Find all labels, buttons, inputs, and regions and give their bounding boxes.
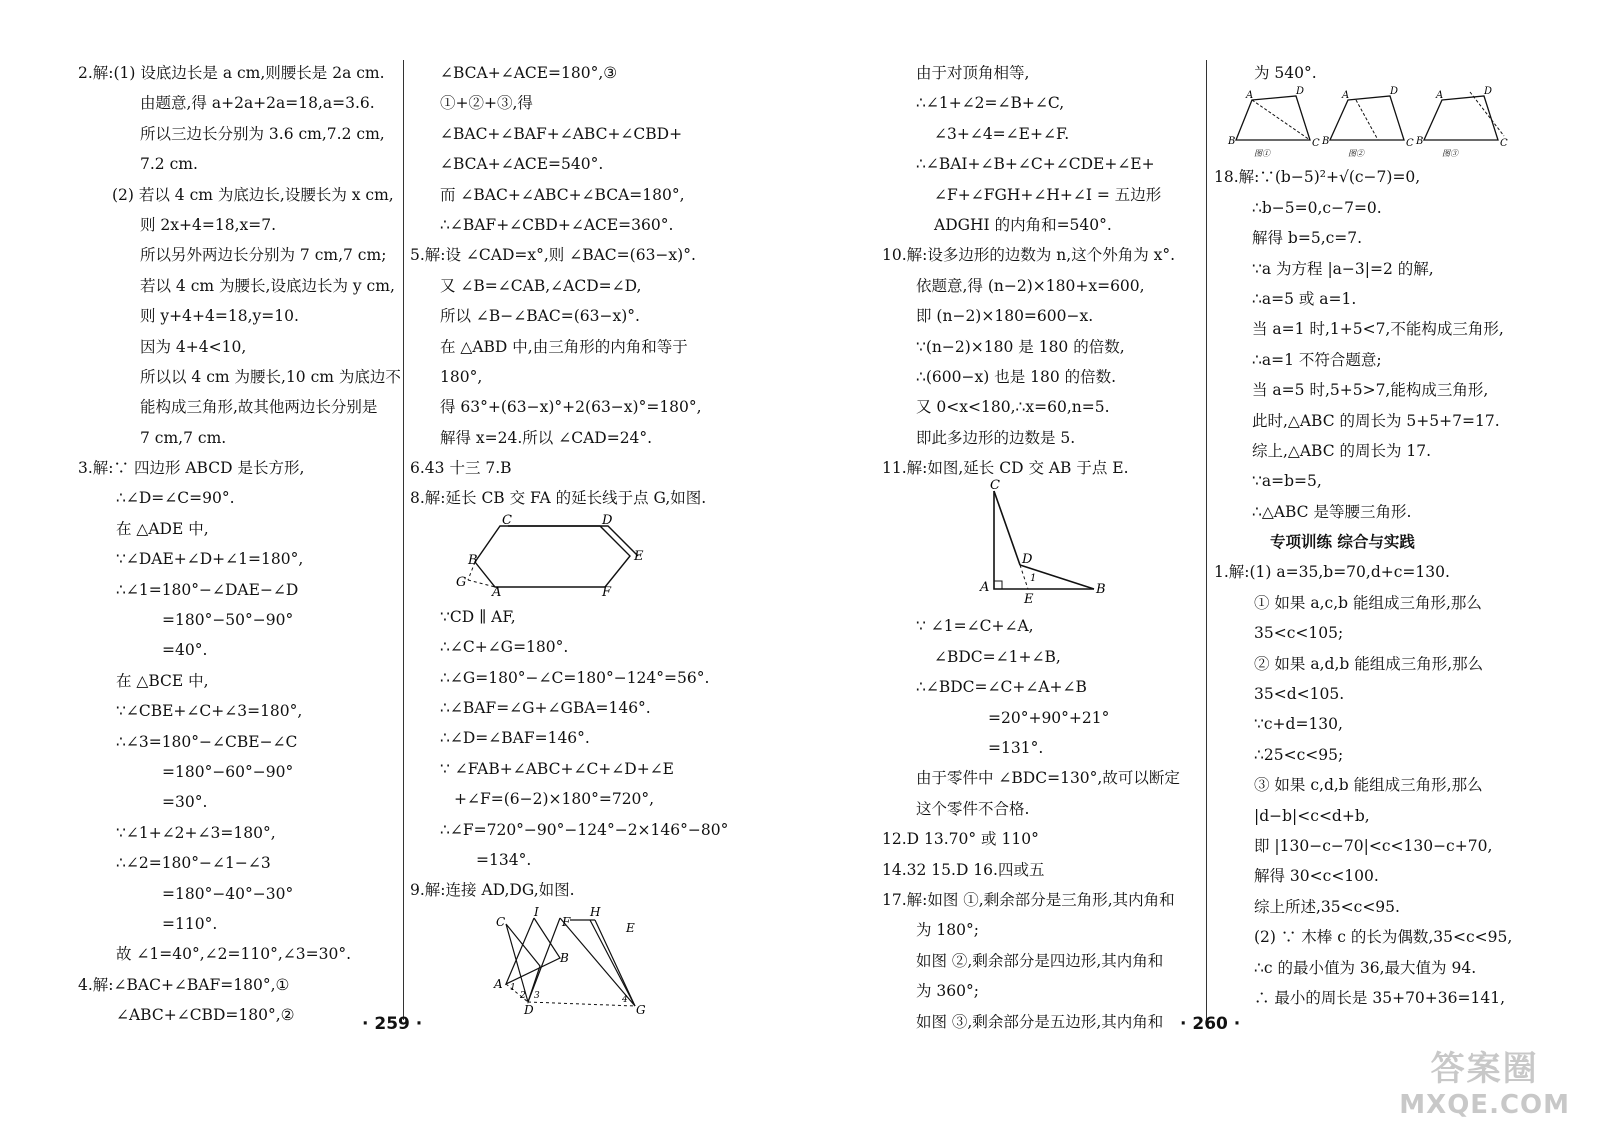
- text-line: ③ 如果 c,d,b 能组成三角形,那么: [1254, 776, 1483, 795]
- text-line: 综上,△ABC 的周长为 17.: [1252, 441, 1432, 460]
- text-line: ∵∠DAE+∠D+∠1=180°,: [116, 550, 304, 569]
- text-line: ∠F+∠FGH+∠H+∠I = 五边形: [934, 185, 1162, 204]
- text-line: 如图 ③,剩余部分是五边形,其内角和: [916, 1012, 1164, 1031]
- text-line: 又 0<x<180,∴x=60,n=5.: [916, 398, 1110, 417]
- column-3: [882, 58, 1207, 1037]
- text-line: 35<c<105;: [1254, 624, 1344, 643]
- page-number-left: · 259 ·: [362, 1014, 423, 1034]
- figure-9-pentagon: [410, 904, 646, 1017]
- fig17-1-label-a: A: [1246, 90, 1254, 102]
- text-line: 即此多边形的边数是 5.: [916, 428, 1076, 447]
- text-line: 由于零件中 ∠BDC=130°,故可以断定: [916, 769, 1180, 788]
- text-line: =110°.: [162, 914, 218, 933]
- fig17-3-label-d: D: [1484, 86, 1493, 98]
- text-line: 2.解:(1) 设底边长是 a cm,则腰长是 2a cm.: [78, 64, 385, 82]
- text-line: ∵a=b=5,: [1252, 472, 1322, 491]
- fig8-label-d: D: [602, 512, 613, 528]
- text-line: ∴∠3=180°−∠CBE−∠C: [116, 732, 298, 751]
- text-line: 6.43 十三 7.B: [410, 459, 512, 478]
- fig11-label-e: E: [1024, 592, 1034, 608]
- fig17-1-label-d: D: [1296, 86, 1305, 98]
- text-line: ② 如果 a,d,b 能组成三角形,那么: [1254, 654, 1484, 673]
- text-line: 解得 b=5,c=7.: [1252, 229, 1363, 248]
- text-line: ADGHI 的内角和=540°.: [934, 215, 1112, 234]
- text-line: ∴∠2=180°−∠1−∠3: [116, 854, 271, 873]
- text-line: +∠F=(6−2)×180°=720°,: [454, 790, 655, 809]
- text-line: ∴∠1+∠2=∠B+∠C,: [916, 94, 1065, 113]
- text-line: 综上所述,35<c<95.: [1254, 897, 1400, 916]
- text-line: ∴(600−x) 也是 180 的倍数.: [916, 367, 1117, 386]
- figure-17: [1214, 88, 1554, 162]
- column-4: [1214, 58, 1554, 1013]
- text-line: ∴∠D=∠C=90°.: [116, 489, 235, 508]
- fig8-label-g: G: [456, 574, 467, 590]
- column-divider-left: [403, 60, 404, 1020]
- text-line: 此时,△ABC 的周长为 5+5+7=17.: [1252, 411, 1500, 430]
- figure-11: [882, 478, 1207, 611]
- text-line: =180°−40°−30°: [162, 884, 294, 903]
- fig9-angle-3: 3: [534, 990, 540, 1001]
- fig9-label-g: G: [636, 1002, 646, 1017]
- text-line: 8.解:延长 CB 交 FA 的延长线于点 G,如图.: [410, 489, 707, 508]
- fig17-3-label-a: A: [1436, 90, 1444, 102]
- text-line: =180°−60°−90°: [162, 762, 294, 781]
- text-line: ① 如果 a,c,b 能组成三角形,那么: [1254, 593, 1482, 612]
- text-line: 为 540°.: [1254, 64, 1317, 82]
- fig9-angle-2: 2: [520, 990, 526, 1001]
- fig8-label-f: F: [602, 584, 612, 600]
- text-line: =131°.: [988, 739, 1044, 758]
- fig17-2-label-d: D: [1390, 86, 1399, 98]
- fig17-caption-3: 图③: [1442, 149, 1458, 159]
- fig8-label-c: C: [502, 512, 512, 528]
- fig9-angle-1: 1: [510, 982, 516, 993]
- fig9-label-h: H: [590, 904, 601, 919]
- text-line: ∵∠1+∠2+∠3=180°,: [116, 823, 276, 842]
- text-line: 3.解:∵ 四边形 ABCD 是长方形,: [78, 459, 305, 478]
- text-line: 为 360°;: [916, 982, 979, 1001]
- text-line: 9.解:连接 AD,DG,如图.: [410, 881, 575, 900]
- text-line: 当 a=5 时,5+5>7,能构成三角形,: [1252, 381, 1489, 400]
- fig17-caption-1: 图①: [1254, 149, 1270, 159]
- text-line: ∵∠CBE+∠C+∠3=180°,: [116, 702, 303, 721]
- text-line: 解得 x=24.所以 ∠CAD=24°.: [440, 428, 653, 447]
- text-line: 所以 ∠B−∠BAC=(63−x)°.: [440, 307, 640, 326]
- text-line: 这个零件不合格.: [916, 799, 1030, 818]
- text-line: ∴∠BAF=∠G+∠GBA=146°.: [440, 699, 651, 718]
- figure-11-triangle: [882, 478, 1106, 608]
- text-line: 在 △BCE 中,: [116, 671, 209, 690]
- text-line: (2) ∵ 木棒 c 的长为偶数,35<c<95,: [1254, 928, 1513, 947]
- figure-8: [410, 514, 740, 602]
- text-line: 而 ∠BAC+∠ABC+∠BCA=180°,: [440, 185, 685, 204]
- fig9-label-e: E: [626, 920, 635, 935]
- fig11-label-a: A: [980, 580, 990, 596]
- text-line: 10.解:设多边形的边数为 n,这个外角为 x°.: [882, 246, 1176, 265]
- fig17-1-label-b: B: [1228, 136, 1236, 148]
- fig8-label-e: E: [634, 548, 644, 564]
- fig9-label-b: B: [560, 950, 569, 965]
- text-line: 如图 ②,剩余部分是四边形,其内角和: [916, 951, 1164, 970]
- text-line: ∴ 最小的周长是 35+70+36=141,: [1254, 988, 1505, 1007]
- fig9-angle-4: 4: [622, 994, 628, 1005]
- text-line: 11.解:如图,延长 CD 交 AB 于点 E.: [882, 459, 1129, 478]
- text-line: 即 (n−2)×180=600−x.: [916, 307, 1094, 326]
- text-line: 12.D 13.70° 或 110°: [882, 830, 1039, 849]
- watermark: [1399, 1041, 1570, 1120]
- text-line: ∴∠1=180°−∠DAE−∠D: [116, 580, 299, 599]
- text-line: 当 a=1 时,1+5<7,不能构成三角形,: [1252, 320, 1504, 339]
- page-number-right: · 260 ·: [1180, 1014, 1241, 1034]
- text-line: ∠3+∠4=∠E+∠F.: [934, 124, 1070, 143]
- fig11-label-c: C: [990, 478, 1000, 494]
- text-line: =20°+90°+21°: [988, 708, 1110, 727]
- text-line: ∵c+d=130,: [1254, 715, 1343, 734]
- text-line: 则 y+4+4=18,y=10.: [140, 307, 299, 326]
- fig17-3-label-b: B: [1416, 136, 1424, 148]
- column-divider-right: [1206, 60, 1207, 1020]
- text-line: ∴∠F=720°−90°−124°−2×146°−80°: [440, 820, 729, 839]
- fig9-label-d: D: [524, 1002, 534, 1017]
- text-line: ∴a=5 或 a=1.: [1252, 289, 1357, 308]
- fig17-caption-2: 图②: [1348, 149, 1364, 159]
- text-line: ∴a=1 不符合题意;: [1252, 350, 1382, 369]
- text-line: 所以三边长分别为 3.6 cm,7.2 cm,: [140, 124, 385, 143]
- text-line: ∴c 的最小值为 36,最大值为 94.: [1254, 958, 1477, 977]
- text-line: 解得 30<c<100.: [1254, 867, 1379, 886]
- text-line: 14.32 15.D 16.四或五: [882, 860, 1045, 879]
- text-line: 又 ∠B=∠CAB,∠ACD=∠D,: [440, 276, 642, 295]
- figure-17-trapezoids: [1214, 88, 1544, 158]
- text-line: 7.2 cm.: [140, 155, 198, 174]
- figure-9: [410, 906, 740, 1020]
- text-line: 在 △ADE 中,: [116, 519, 209, 538]
- text-line: ∴△ABC 是等腰三角形.: [1252, 502, 1412, 521]
- text-line: 35<d<105.: [1254, 685, 1345, 704]
- text-line: 因为 4+4<10,: [140, 337, 247, 356]
- fig17-2-label-a: A: [1342, 90, 1350, 102]
- fig17-2-label-c: C: [1406, 138, 1414, 150]
- text-line: 1.解:(1) a=35,b=70,d+c=130.: [1214, 563, 1450, 582]
- text-line: 17.解:如图 ①,剩余部分是三角形,其内角和: [882, 890, 1175, 909]
- text-line: 所以另外两边长分别为 7 cm,7 cm;: [140, 246, 387, 265]
- text-line: 所以以 4 cm 为腰长,10 cm 为底边不: [140, 367, 401, 386]
- text-line: =40°.: [162, 641, 208, 660]
- text-line: ∵(n−2)×180 是 180 的倍数,: [916, 337, 1125, 356]
- text-line: =180°−50°−90°: [162, 611, 294, 630]
- text-line: ∴∠BDC=∠C+∠A+∠B: [916, 678, 1087, 697]
- text-line: 即 |130−c−70|<c<130−c+70,: [1254, 836, 1493, 855]
- text-line: ∴∠BAF+∠CBD+∠ACE=360°.: [440, 215, 674, 234]
- text-line: |d−b|<c<d+b,: [1254, 806, 1370, 825]
- column-2: [410, 58, 740, 1020]
- text-line: 7 cm,7 cm.: [140, 428, 227, 447]
- fig8-label-b: B: [468, 552, 478, 568]
- section-heading: 专项训练 综合与实践: [1270, 533, 1415, 552]
- fig11-label-b: B: [1096, 582, 1106, 598]
- text-line: 5.解:设 ∠CAD=x°,则 ∠BAC=(63−x)°.: [410, 246, 696, 265]
- text-line: ∴∠G=180°−∠C=180°−124°=56°.: [440, 668, 710, 687]
- fig9-label-a: A: [494, 976, 503, 991]
- text-line: ∵a 为方程 |a−3|=2 的解,: [1252, 259, 1434, 278]
- text-line: 则 2x+4=18,x=7.: [140, 215, 277, 234]
- text-line: 4.解:∠BAC+∠BAF=180°,①: [78, 975, 290, 994]
- text-line: ∠BCA+∠ACE=540°.: [440, 155, 604, 174]
- text-line: ∠BDC=∠1+∠B,: [934, 647, 1061, 666]
- fig17-3-label-c: C: [1500, 138, 1508, 150]
- text-line: ∴b−5=0,c−7=0.: [1252, 198, 1382, 217]
- text-line: =134°.: [476, 850, 532, 869]
- text-line: 依题意,得 (n−2)×180+x=600,: [916, 276, 1145, 295]
- text-line: ∴∠BAI+∠B+∠C+∠CDE+∠E+: [916, 155, 1155, 174]
- fig17-2-label-b: B: [1322, 136, 1330, 148]
- text-line: ∴∠C+∠G=180°.: [440, 638, 569, 657]
- text-line: ∠BAC+∠BAF+∠ABC+∠CBD+: [440, 124, 683, 143]
- text-line: 18.解:∵(b−5)²+√(c−7)=0,: [1214, 168, 1421, 187]
- fig9-label-f: F: [562, 914, 571, 929]
- text-line: ∴25<c<95;: [1254, 745, 1344, 764]
- fig9-label-c: C: [496, 914, 506, 929]
- fig11-angle-1: 1: [1030, 573, 1037, 585]
- text-line: ∠BCA+∠ACE=180°,③: [440, 64, 618, 82]
- text-line: ①+②+③,得: [440, 94, 533, 113]
- text-line: ∠ABC+∠CBD=180°,②: [116, 1006, 295, 1025]
- text-line: 为 180°;: [916, 921, 979, 940]
- fig8-label-a: A: [492, 584, 502, 600]
- text-line: 在 △ABD 中,由三角形的内角和等于: [440, 337, 688, 356]
- text-line: ∵CD ∥ AF,: [440, 607, 516, 626]
- text-line: 若以 4 cm 为腰长,设底边长为 y cm,: [140, 276, 395, 295]
- text-line: ∵ ∠1=∠C+∠A,: [916, 617, 1034, 636]
- fig11-label-d: D: [1022, 552, 1033, 568]
- watermark-url: MXQE.COM: [1399, 1090, 1570, 1120]
- text-line: 能构成三角形,故其他两边长分别是: [140, 398, 378, 417]
- text-line: 得 63°+(63−x)°+2(63−x)°=180°,: [440, 398, 702, 417]
- text-line: 故 ∠1=40°,∠2=110°,∠3=30°.: [116, 945, 351, 964]
- text-line: ∴∠D=∠BAF=146°.: [440, 729, 590, 748]
- text-line: ∵ ∠FAB+∠ABC+∠C+∠D+∠E: [440, 759, 674, 778]
- text-line: 180°,: [440, 367, 483, 386]
- watermark-logo-text: 答案圈: [1430, 1049, 1539, 1089]
- text-line: =30°.: [162, 793, 208, 812]
- text-line: 由于对顶角相等,: [916, 64, 1030, 82]
- fig17-1-label-c: C: [1312, 138, 1320, 150]
- fig9-label-i: I: [534, 904, 539, 919]
- figure-8-hexagon: [410, 512, 644, 600]
- text-line: 由题意,得 a+2a+2a=18,a=3.6.: [140, 94, 375, 113]
- text-line: (2) 若以 4 cm 为底边长,设腰长为 x cm,: [112, 185, 394, 204]
